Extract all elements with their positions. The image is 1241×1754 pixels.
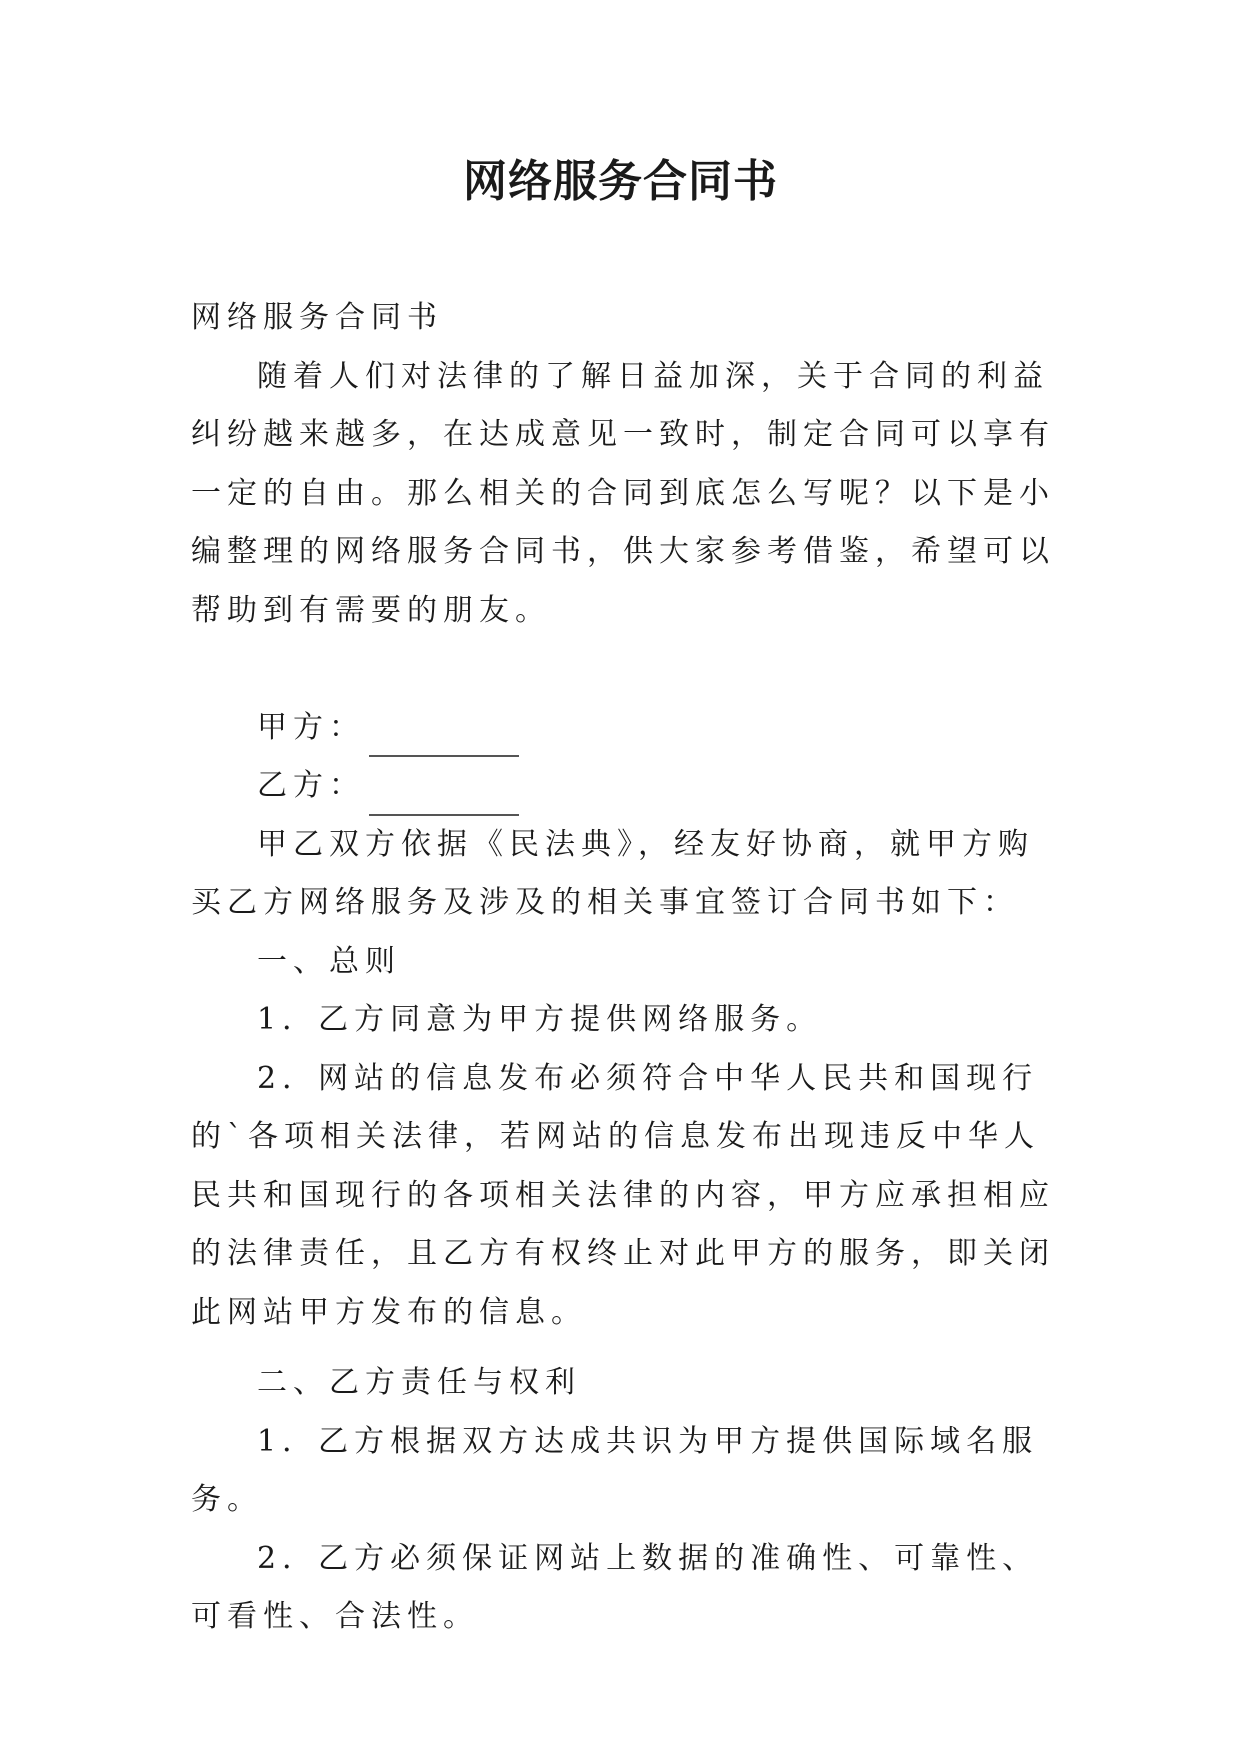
section-2-heading: 二、乙方责任与权利 <box>257 1365 581 1400</box>
party-b-line <box>191 757 1063 816</box>
agreement-paragraph: 甲乙双方依据《民法典》，经友好协商，就甲方购买乙方网络服务及涉及的相关事宜签订合同书如下： <box>191 826 1034 920</box>
paragraph-spacer <box>191 1342 1063 1354</box>
section-1-item-2: 2．网站的信息发布必须符合中华人民共和国现行的`各项相关法律，若网站的信息发布出现违反中华人民共和国现行的各项相关法律的内容，甲方应承担相应的法律责任，且乙方有权终止对此甲方的服务，即关闭此网站甲方发布的信息。 <box>191 1060 1055 1330</box>
party-a-blank <box>369 725 519 757</box>
section-2-item-1: 1．乙方根据双方达成共识为甲方提供国际域名服务。 <box>191 1423 1039 1517</box>
document-subtitle: 网络服务合同书 <box>191 300 443 335</box>
paragraph-spacer <box>191 640 1063 699</box>
party-a-line <box>191 699 1063 758</box>
intro-paragraph: 随着人们对法律的了解日益加深，关于合同的利益纠纷越来越多，在达成意见一致时，制定合同可以享有一定的自由。那么相关的合同到底怎么写呢？以下是小编整理的网络服务合同书，供大家参考借鉴，希望可以帮助到有需要的朋友。 <box>191 358 1055 628</box>
section-1-heading: 一、总则 <box>257 943 401 979</box>
document-body <box>191 289 1063 1647</box>
section-1-item-1: 1．乙方同意为甲方提供网络服务。 <box>257 1002 823 1037</box>
section-2-item-2: 2．乙方必须保证网站上数据的准确性、可靠性、可看性、合法性。 <box>191 1540 1039 1634</box>
party-b-blank <box>369 784 519 816</box>
party-a-label: 甲方： <box>257 709 365 745</box>
party-b-label: 乙方： <box>257 768 365 803</box>
document-title: 网络服务合同书 <box>463 156 778 207</box>
